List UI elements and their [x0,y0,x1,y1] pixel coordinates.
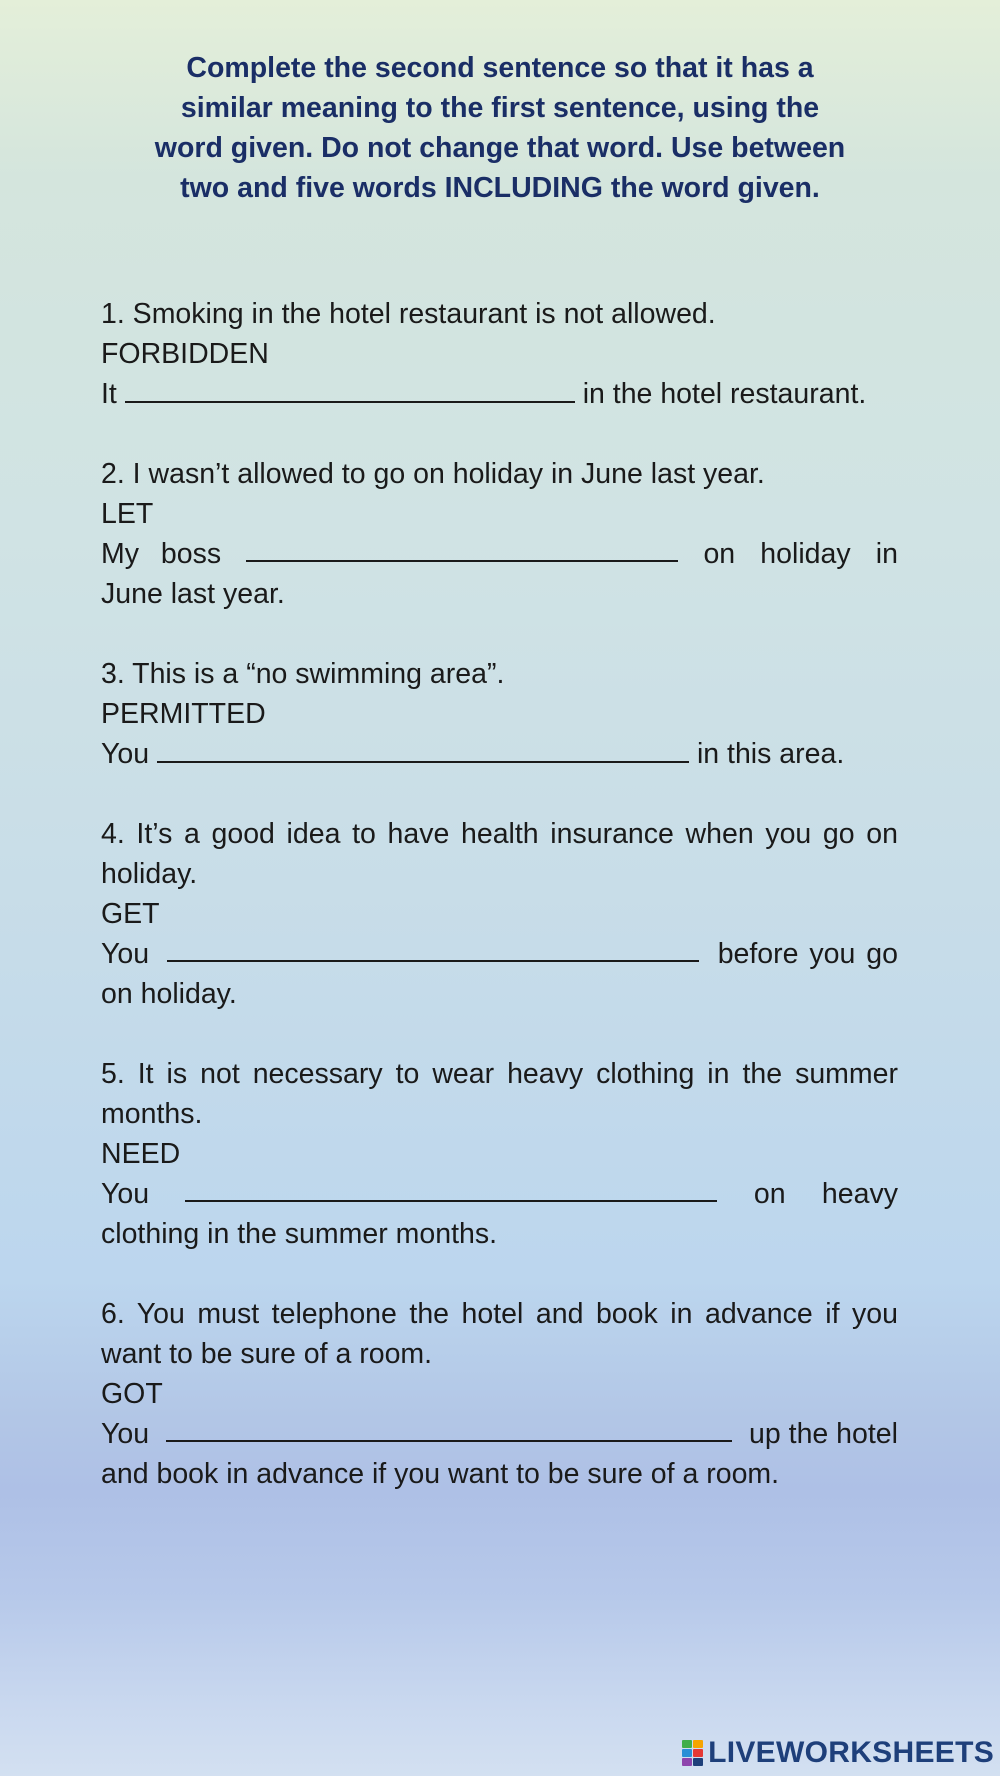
answer-end: up the hotel [749,1418,898,1450]
answer-blank[interactable] [125,375,575,403]
liveworksheets-logo [682,1734,994,1772]
question-prompt: 3. This is a “no swimming area”. [101,658,505,690]
answer-end: before you go [717,938,898,970]
question-4 [101,814,898,1014]
answer-end-word: on [753,1178,786,1210]
instructions-line: word given. Do not change that word. Use between [154,132,846,164]
question-5 [101,1054,898,1254]
question-keyword: GOT [101,1378,163,1410]
answer-line [101,374,898,414]
answer-end-word: holiday [760,538,851,570]
answer-blank[interactable] [166,1414,732,1442]
question-keyword: GET [101,898,160,930]
answer-start: It [101,378,117,410]
answer-continuation: on holiday. [101,978,237,1010]
answer-continuation: clothing in the summer months. [101,1218,498,1250]
answer-end: in this area. [696,738,845,770]
question-prompt: 6. You must telephone the hotel and book in advance if you want to be sure of a room. [101,1298,898,1370]
question-keyword: NEED [101,1138,181,1170]
answer-start: My boss [101,538,222,570]
question-3 [101,654,898,774]
answer-end-word: on [703,538,736,570]
answer-line [101,534,898,574]
answer-continuation: June last year. [101,578,285,610]
question-1 [101,294,898,414]
instructions-line: two and five words INCLUDING the word given. [180,172,820,204]
liveworksheets-logo-icon [682,1740,704,1766]
answer-line [101,934,898,974]
answer-blank[interactable] [185,1174,717,1202]
question-keyword: PERMITTED [101,698,266,730]
instructions-heading [110,48,890,208]
answer-end: in the hotel restaurant. [582,378,867,410]
answer-line [101,734,898,774]
answer-start: You [101,1178,150,1210]
answer-continuation: and book in advance if you want to be sure of a room. [101,1458,780,1490]
answer-start: You [101,738,150,770]
answer-end-word: in [875,538,898,570]
answer-line [101,1174,898,1214]
answer-blank[interactable] [157,735,689,763]
answer-end-word: heavy [821,1178,898,1210]
instructions-line: similar meaning to the first sentence, using the [180,92,820,124]
questions-list [101,294,898,1534]
question-keyword: LET [101,498,154,530]
question-2 [101,454,898,614]
question-prompt: 1. Smoking in the hotel restaurant is not allowed. [101,298,716,330]
answer-start: You [101,1418,150,1450]
liveworksheets-logo-text: LIVEWORKSHEETS [708,1736,994,1769]
question-prompt: 4. It’s a good idea to have health insurance when you go on holiday. [101,818,898,890]
answer-start: You [101,938,150,970]
question-prompt: 2. I wasn’t allowed to go on holiday in June last year. [101,458,765,490]
question-prompt: 5. It is not necessary to wear heavy clothing in the summer months. [101,1058,898,1130]
instructions-line: Complete the second sentence so that it has a [186,52,814,84]
answer-blank[interactable] [246,534,678,562]
question-6 [101,1294,898,1494]
answer-line [101,1414,898,1454]
question-keyword: FORBIDDEN [101,338,269,370]
answer-blank[interactable] [167,934,699,962]
